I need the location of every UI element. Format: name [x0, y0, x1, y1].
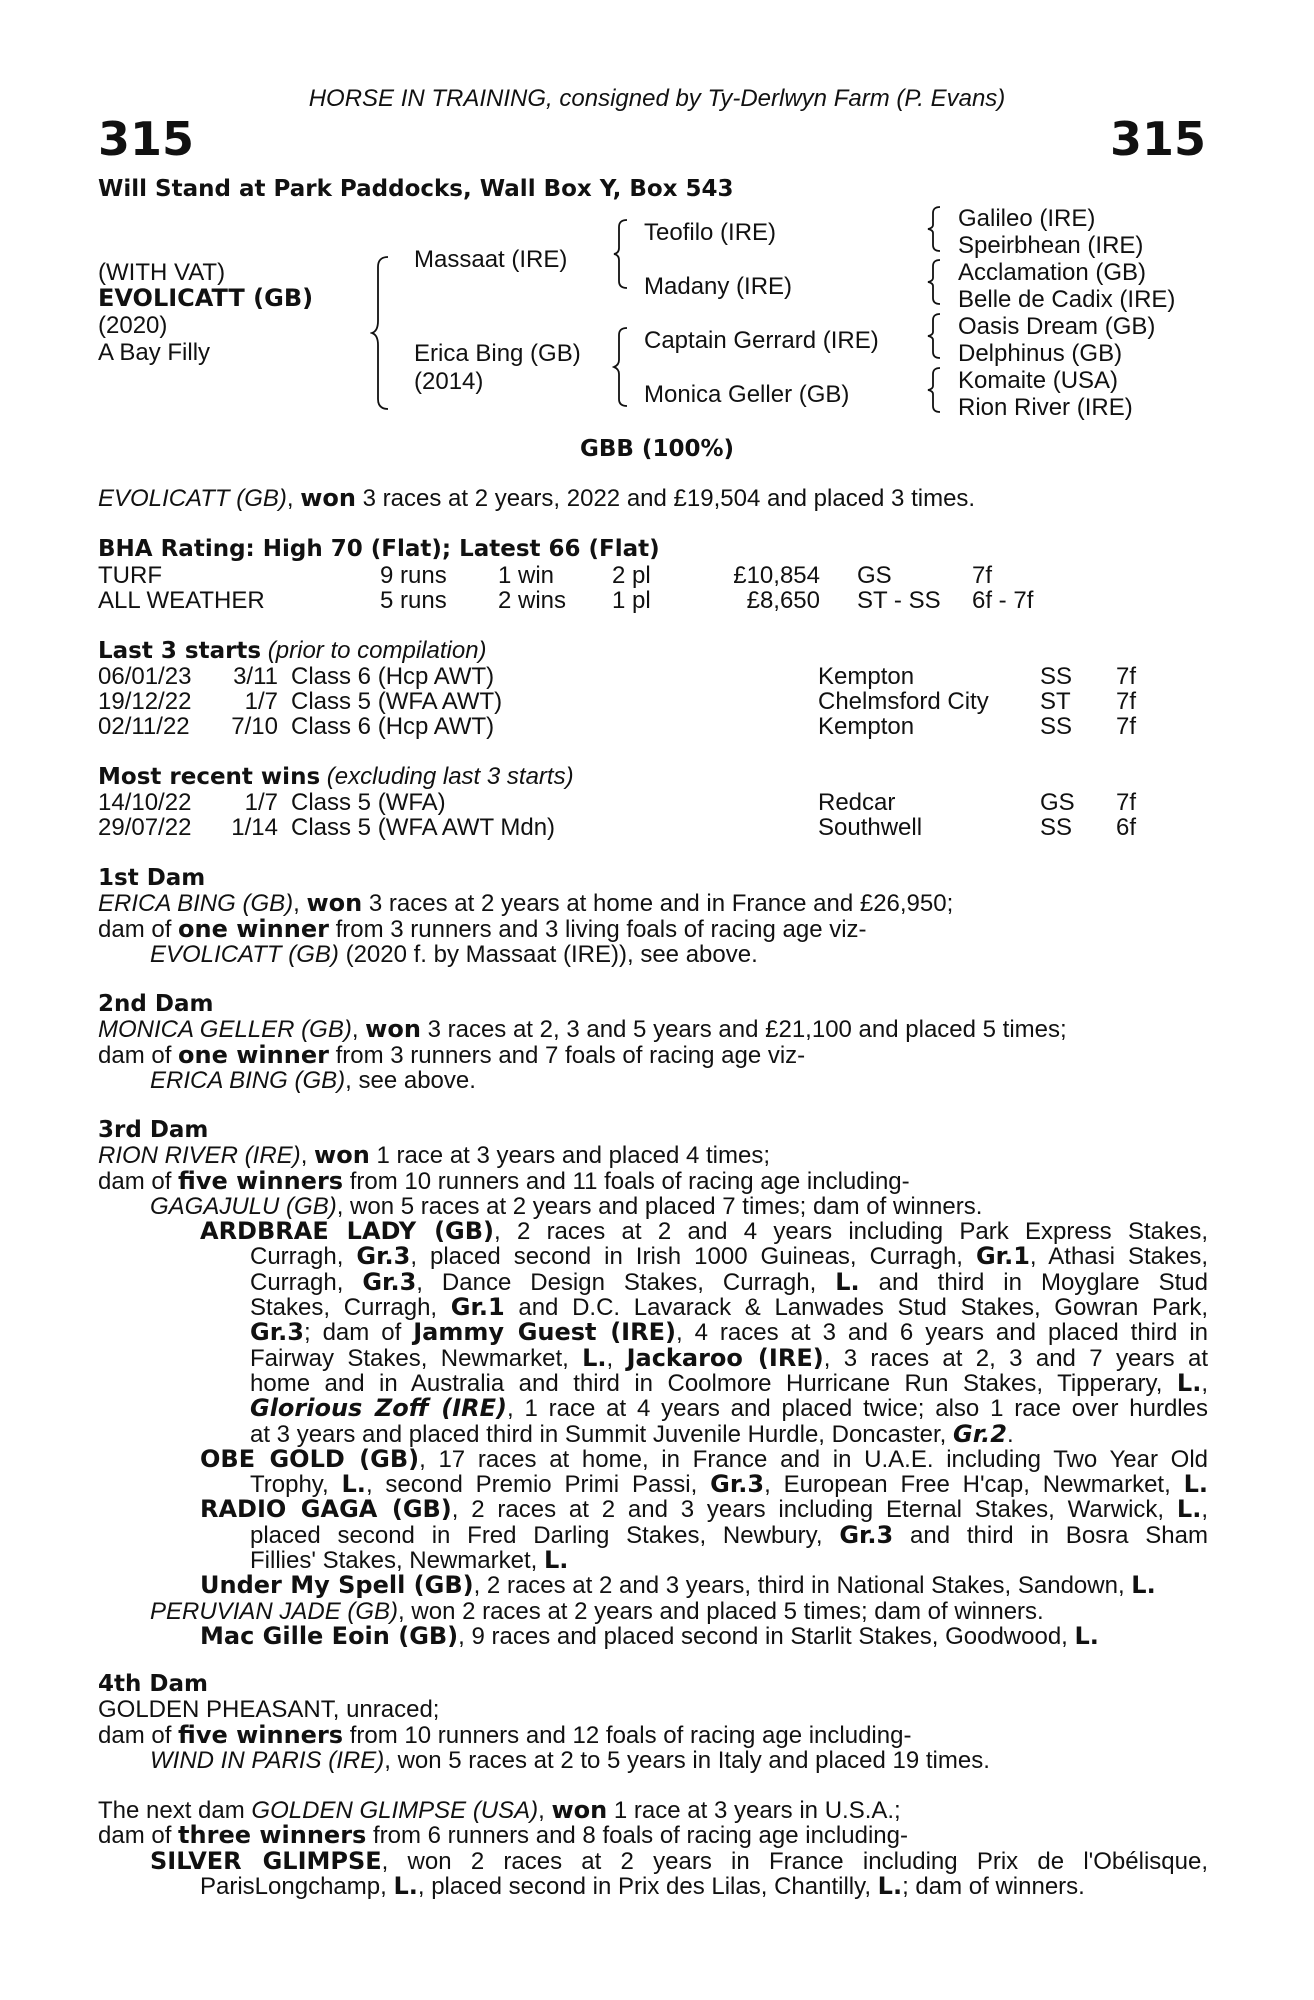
start-position: 3/11 [233, 663, 278, 690]
rating-wins: 2 wins [498, 587, 567, 614]
rating-surface: TURF [98, 562, 162, 589]
listed-label: L. [1176, 1495, 1202, 1524]
win-class: Class 5 (WFA) [291, 789, 446, 816]
record-text: , 1 race at 4 years and placed twice; also 1 race over hurdles [506, 1395, 1208, 1423]
record-text: at 3 years and placed third in Summit Juvenile Hurdle, Doncaster, [250, 1420, 954, 1448]
rating-going: ST - SS [857, 587, 941, 614]
win-course: Redcar [818, 789, 896, 816]
record-text: , European Free H'cap, Newmarket, [764, 1471, 1184, 1499]
record-text: Fillies' Stakes, Newmarket, [250, 1547, 544, 1575]
pedigree-brace-g3 [926, 312, 944, 360]
start-course: Kempton [818, 713, 915, 740]
progeny-name: Mac Gille Eoin (GB) [200, 1621, 459, 1650]
horse-name: EVOLICATT (GB) [98, 284, 314, 312]
progeny-record: , 2 races at 2 and 3 years, third in National Stakes, Sandown, [473, 1572, 1132, 1600]
listed-label: L. [393, 1871, 418, 1900]
win-date: 14/10/22 [98, 789, 192, 816]
sire-name: Massaat (IRE) [414, 246, 568, 273]
progeny-record: , won 2 races at 2 years and placed 5 times; dam of winners. [398, 1597, 1044, 1625]
won-label: won [365, 1015, 421, 1044]
second-dam-record: 3 races at 2, 3 and 5 years and £21,100 and placed 5 times; [420, 1016, 1067, 1044]
rating-distance: 6f - 7f [972, 587, 1034, 614]
record-text: , 3 races at 2, 3 and 7 years at [823, 1344, 1209, 1372]
record-text: ParisLongchamp, [200, 1872, 394, 1900]
start-class: Class 6 (Hcp AWT) [291, 663, 495, 690]
vat-label: (WITH VAT) [98, 259, 226, 286]
winners-count: one winner [178, 1040, 329, 1069]
record-text: Trophy, [250, 1471, 342, 1499]
progeny-record: , see above. [345, 1066, 476, 1094]
win-position: 1/14 [231, 814, 278, 841]
fourth-dam-record: GOLDEN PHEASANT, unraced; [98, 1696, 440, 1724]
winners-count: one winner [178, 914, 329, 943]
lot-number-left: 315 [98, 112, 195, 166]
progeny-name: WIND IN PARIS (IRE) [150, 1746, 385, 1774]
start-course: Chelmsford City [818, 688, 989, 715]
separator: , [538, 1797, 552, 1824]
pedigree-brace-sire [612, 218, 630, 290]
record-text: , second Premio Primi Passi, [365, 1471, 711, 1499]
summary-text: 3 races at 2 years, 2022 and £19,504 and placed 3 times. [356, 485, 976, 512]
rating-surface: ALL WEATHER [98, 587, 265, 614]
progeny-name: Glorious Zoff (IRE) [250, 1394, 507, 1423]
horse-year: (2020) [98, 312, 168, 339]
progeny-name: Jackaroo (IRE) [626, 1343, 824, 1372]
race-summary [98, 486, 975, 511]
first-dam-record: 3 races at 2 years at home and in France and £26,950; [362, 890, 954, 918]
record-text: ; dam of [303, 1319, 414, 1347]
record-text: ; dam of winners. [902, 1872, 1085, 1900]
win-position: 1/7 [244, 789, 278, 816]
start-date: 06/01/23 [98, 663, 192, 690]
produce-record: from 3 runners and 3 living foals of racing age viz- [328, 915, 867, 943]
rating-runs: 9 runs [380, 562, 447, 589]
dam-sire: Captain Gerrard (IRE) [644, 327, 879, 354]
listed-label: L. [835, 1267, 860, 1296]
start-class: Class 6 (Hcp AWT) [291, 713, 495, 740]
recent-wins-title [98, 764, 574, 790]
pedigree-brace-g4 [926, 366, 944, 414]
produce-record: from 6 runners and 8 foals of racing age including- [366, 1822, 908, 1850]
record-text: , Dance Design Stakes, Curragh, [416, 1268, 836, 1296]
first-dam-name: ERICA BING (GB) [98, 890, 294, 918]
start-distance: 7f [1116, 688, 1137, 715]
progeny-name: RADIO GAGA (GB) [200, 1495, 452, 1524]
winners-count: three winners [178, 1821, 367, 1850]
sire-dam: Madany (IRE) [644, 273, 793, 300]
record-text: and third in Bosra Sham [893, 1521, 1208, 1549]
next-dam-section [98, 1798, 1208, 1899]
win-date: 29/07/22 [98, 814, 192, 841]
start-going: ST [1040, 688, 1071, 715]
grandparent-6: Delphinus (GB) [958, 340, 1123, 367]
third-dam-record: 1 race at 3 years and placed 4 times; [369, 1142, 770, 1170]
won-label: won [551, 1796, 608, 1824]
next-dam-name: GOLDEN GLIMPSE (USA) [251, 1797, 539, 1824]
progeny-name: OBE GOLD (GB) [200, 1444, 420, 1473]
record-text: , Athasi Stakes, [1029, 1243, 1209, 1271]
record-text: , 4 races at 3 and 6 years and placed third in [675, 1319, 1208, 1347]
listed-label: L. [1074, 1621, 1099, 1650]
rating-money: £8,650 [746, 587, 820, 614]
start-class: Class 5 (WFA AWT) [291, 688, 503, 715]
rating-money: £10,854 [733, 562, 820, 589]
grandparent-4: Belle de Cadix (IRE) [958, 286, 1176, 313]
first-dam-section: 1st Dam ERICA BING (GB), won 3 races at 2 years at home and in France and £26,950; dam of one winner from 3 runners and 3 living foals of racing age viz- EVOLICATT (GB) (2020 f. by Massaat (IRE)), see above. [98, 866, 1208, 967]
listed-label: L. [544, 1546, 569, 1575]
grade-label: Gr.3 [710, 1470, 765, 1499]
second-dam-name: MONICA GELLER (GB) [98, 1016, 352, 1044]
pedigree-brace-g2 [926, 258, 944, 306]
start-distance: 7f [1116, 713, 1137, 740]
record-text: , [1201, 1496, 1208, 1524]
grade-label: Gr.3 [362, 1267, 417, 1296]
grade-label: Gr.1 [975, 1242, 1030, 1271]
grade-label: Gr.2 [953, 1419, 1007, 1448]
win-distance: 6f [1116, 814, 1137, 841]
sire-sire: Teofilo (IRE) [644, 219, 777, 246]
bha-rating-title: BHA Rating: High 70 (Flat); Latest 66 (Flat) [98, 536, 660, 562]
pedigree-brace-g1 [926, 205, 944, 253]
dam-name: Erica Bing (GB) [414, 340, 581, 367]
record-text: Stakes, Curragh, [250, 1294, 451, 1322]
second-dam-title: 2nd Dam [98, 991, 214, 1017]
win-class: Class 5 (WFA AWT Mdn) [291, 814, 556, 841]
progeny-name: GAGAJULU (GB) [150, 1192, 337, 1220]
lot-number-right: 315 [1109, 112, 1206, 166]
summary-won: won [300, 484, 356, 512]
progeny-name: EVOLICATT (GB) [150, 940, 339, 968]
listed-label: L. [877, 1871, 903, 1900]
rating-placed: 2 pl [612, 562, 651, 589]
fourth-dam-section [98, 1672, 1208, 1773]
record-text: and third in Moyglare Stud [859, 1268, 1208, 1296]
grade-label: Gr.3 [839, 1520, 894, 1549]
record-text: , [606, 1344, 627, 1372]
grandparent-2: Speirbhean (IRE) [958, 232, 1144, 259]
grandparent-3: Acclamation (GB) [958, 259, 1147, 286]
rating-distance: 7f [972, 562, 993, 589]
third-dam-section: 3rd Dam RION RIVER (IRE), won 1 race at 3 years and placed 4 times; dam of five winners from 10 runners and 11 foals of racing age including- GAGAJULU (GB), won 5 races at 2 years and placed 7 times; dam of winners. ARDBRAE LADY (GB), 2 races at 2 and 4 years including Park Express Stakes, Curragh, Gr.3, placed second in Irish 1000 Guineas, Curragh, Gr.1, Athasi Stakes, Curragh, Gr.3, Dance Design Stakes, Curragh, L. and third in Moyglare Stud Stakes, Curragh, Gr.1 and D.C. Lavarack & Lanwades Stud Stakes, Gowran Park, Gr.3; dam of Jammy Guest (IRE), 4 races at 3 and 6 years and placed third in Fairway Stakes, Newmarket, L., Jackaroo (IRE), 3 races at 2, 3 and 7 years at home and in Australia and third in Coolmore Hurricane Run Stakes, Tipperary, L., Glorious Zoff (IRE), 1 race at 4 years and placed twice; also 1 race over hurdles at 3 years and placed third in Summit Juvenile Hurdle, Doncaster, Gr.2. OBE GOLD (GB), 17 races at home, in France and in U.A.E. including Two Year Old Trophy, L., second Premio Primi Passi, Gr.3, European Free H'cap, Newmarket, L. RADIO GAGA (GB), 2 races at 2 and 3 years including Eternal Stakes, Warwick, L., placed second in Fred Darling Stakes, Newbury, Gr.3 and third in Bosra Sham Fillies' Stakes, Newmarket, L. Under My Spell (GB), 2 races at 2 and 3 years, third in National Stakes, Sandown, L. PERUVIAN JADE (GB), won 2 races at 2 years and placed 5 times; dam of winners. Mac Gille Eoin (GB), 9 races and placed second in Starlit Stakes, Goodwood, L. [98, 1117, 1209, 1650]
progeny-record: , 9 races and placed second in Starlit Stakes, Goodwood, [458, 1622, 1075, 1650]
win-distance: 7f [1116, 789, 1137, 816]
winners-count: five winners [178, 1720, 344, 1749]
listed-label: L. [1183, 1470, 1209, 1499]
progeny-record: (2020 f. by Massaat (IRE)), see above. [338, 940, 758, 968]
start-going: SS [1040, 663, 1073, 690]
record-text: placed second in Fred Darling Stakes, Newbury, [250, 1521, 840, 1549]
last-starts-note: (prior to compilation) [261, 637, 487, 664]
produce-record: from 10 runners and 11 foals of racing age including- [343, 1167, 910, 1195]
record-text: , [1201, 1369, 1208, 1397]
progeny-record: , won 5 races at 2 years and placed 7 times; dam of winners. [336, 1192, 983, 1220]
grandparent-5: Oasis Dream (GB) [958, 313, 1156, 340]
listed-label: L. [341, 1470, 366, 1499]
dam-of-label: dam of [98, 1167, 179, 1195]
progeny-name: PERUVIAN JADE (GB) [150, 1597, 399, 1625]
breeding-percentage: GBB (100%) [579, 436, 735, 462]
record-text: Curragh, [250, 1243, 357, 1271]
grade-label: Gr.1 [450, 1293, 505, 1322]
next-dam-record: 1 race at 3 years in U.S.A.; [607, 1797, 901, 1824]
produce-record: from 3 runners and 7 foals of racing age viz- [328, 1041, 806, 1069]
record-text: , placed second in Prix des Lilas, Chantilly, [417, 1872, 878, 1900]
record-text: Fairway Stakes, Newmarket, [250, 1344, 583, 1372]
record-text: home and in Australia and third in Coolmore Hurricane Run Stakes, Tipperary, [250, 1369, 1177, 1397]
rating-runs: 5 runs [380, 587, 447, 614]
recent-wins-note: (excluding last 3 starts) [320, 763, 574, 790]
rating-going: GS [857, 562, 892, 589]
progeny-name: ARDBRAE LADY (GB) [200, 1217, 494, 1246]
progeny-name: SILVER GLIMPSE [150, 1846, 382, 1875]
progeny-record: , 17 races at home, in France and in U.A.E. including Two Year Old [419, 1445, 1209, 1473]
rating-placed: 1 pl [612, 587, 651, 614]
winners-count: five winners [178, 1166, 344, 1195]
won-label: won [314, 1141, 370, 1170]
grade-label: Gr.3 [250, 1318, 304, 1347]
progeny-record: , 2 races at 2 and 3 years including Eternal Stakes, Warwick, [451, 1496, 1177, 1524]
progeny-name: Under My Spell (GB) [200, 1571, 474, 1600]
won-label: won [306, 889, 363, 918]
first-dam-title: 1st Dam [98, 865, 206, 891]
progeny-name: ERICA BING (GB) [150, 1066, 346, 1094]
fourth-dam-title: 4th Dam [98, 1671, 208, 1697]
start-date: 19/12/22 [98, 688, 192, 715]
start-position: 7/10 [231, 713, 278, 740]
record-text: and D.C. Lavarack & Lanwades Stud Stakes, Gowran Park, [504, 1294, 1208, 1322]
progeny-record: , won 2 races at 2 years in France including Prix de l'Obélisque, [381, 1847, 1208, 1875]
third-dam-name: RION RIVER (IRE) [98, 1142, 301, 1170]
record-text: , placed second in Irish 1000 Guineas, Curragh, [410, 1243, 976, 1271]
consignment-line: HORSE IN TRAINING, consigned by Ty-Derlwyn Farm (P. Evans) [308, 85, 1006, 112]
produce-record: from 10 runners and 12 foals of racing age including- [343, 1721, 912, 1749]
record-text: . [1006, 1420, 1014, 1448]
record-text: Curragh, [250, 1268, 363, 1296]
third-dam-title: 3rd Dam [98, 1117, 209, 1143]
pedigree-brace-dam [612, 326, 630, 408]
win-course: Southwell [818, 814, 923, 841]
start-going: SS [1040, 713, 1073, 740]
start-distance: 7f [1116, 663, 1137, 690]
listed-label: L. [1131, 1571, 1156, 1600]
grade-label: Gr.3 [356, 1242, 411, 1271]
win-going: SS [1040, 814, 1073, 841]
horse-description: A Bay Filly [98, 339, 211, 366]
grandparent-1: Galileo (IRE) [958, 205, 1096, 232]
dam-of-label: dam of [98, 915, 179, 943]
rating-wins: 1 win [498, 562, 555, 589]
dam-of-label: dam of [98, 1721, 179, 1749]
progeny-record: , 2 races at 2 and 4 years including Park Express Stakes, [494, 1218, 1208, 1246]
listed-label: L. [1176, 1368, 1202, 1397]
dam-of-label: dam of [98, 1822, 179, 1850]
progeny-name: Jammy Guest (IRE) [413, 1318, 676, 1347]
last-starts-title [98, 638, 487, 664]
last-starts-heading: Last 3 starts [98, 638, 262, 664]
second-dam-section: 2nd Dam MONICA GELLER (GB), won 3 races at 2, 3 and 5 years and £21,100 and placed 5 times; dam of one winner from 3 runners and 7 foals of racing age viz- ERICA BING (GB), see above. [98, 992, 1208, 1093]
start-position: 1/7 [244, 688, 278, 715]
grandparent-7: Komaite (USA) [958, 367, 1119, 394]
summary-horse-name: EVOLICATT (GB) [98, 485, 287, 512]
dam-year: (2014) [414, 368, 484, 395]
next-dam-intro: The next dam [98, 1797, 252, 1824]
grandparent-8: Rion River (IRE) [958, 394, 1133, 421]
progeny-record: , won 5 races at 2 to 5 years in Italy and placed 19 times. [384, 1746, 990, 1774]
start-course: Kempton [818, 663, 915, 690]
stand-location: Will Stand at Park Paddocks, Wall Box Y, Box 543 [98, 176, 734, 202]
recent-wins-heading: Most recent wins [98, 764, 321, 790]
win-going: GS [1040, 789, 1075, 816]
dam-of-label: dam of [98, 1041, 179, 1069]
start-date: 02/11/22 [98, 713, 190, 740]
pedigree-brace-main [370, 255, 392, 411]
dam-dam: Monica Geller (GB) [644, 381, 850, 408]
summary-separator: , [286, 485, 301, 512]
listed-label: L. [582, 1343, 607, 1372]
